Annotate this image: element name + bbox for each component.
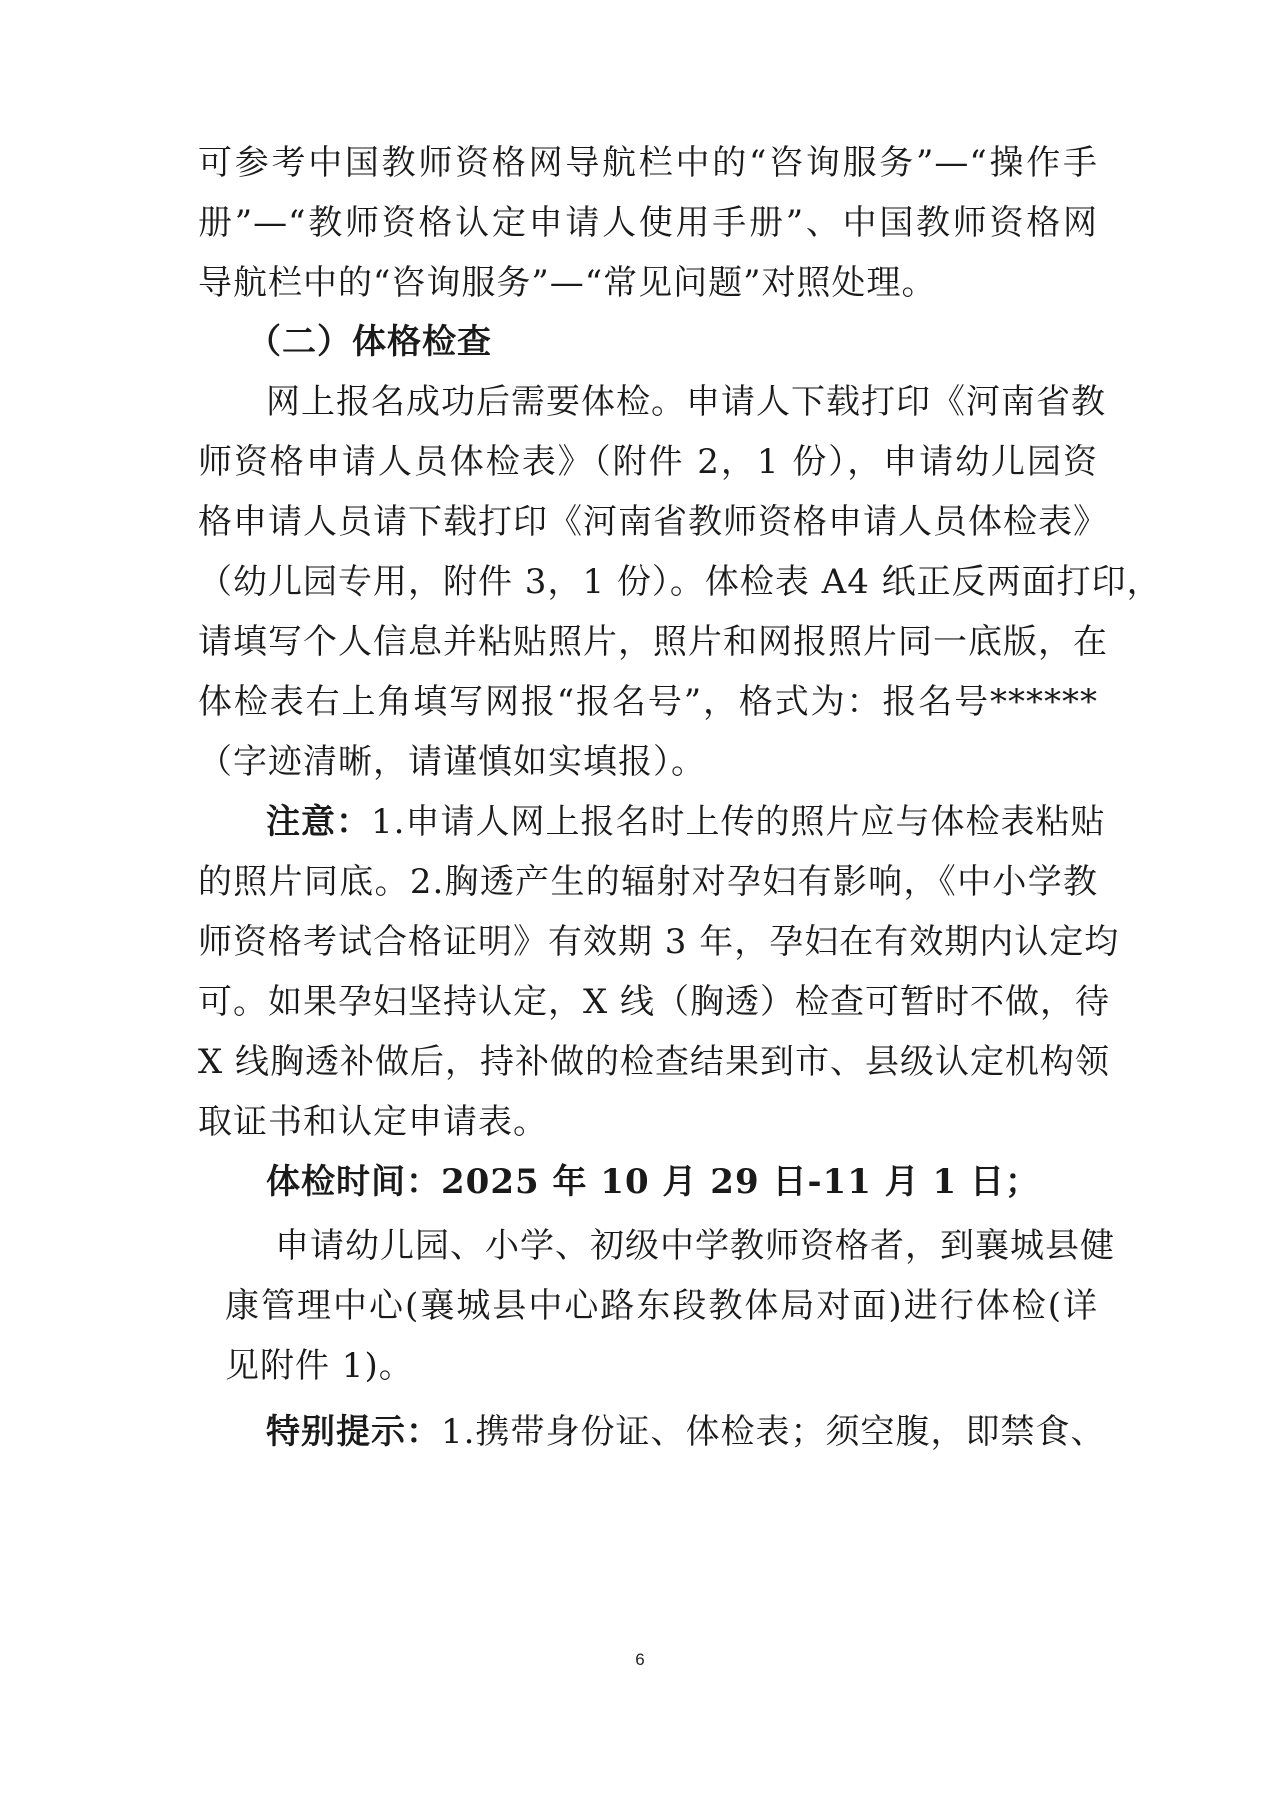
- special-tip: [266, 1412, 1106, 1452]
- paragraph-2-line-5: 请填写个人信息并粘贴照片，照片和网报照片同一底版，在: [198, 622, 1108, 662]
- notice-line-1: [266, 802, 1106, 842]
- notice-line-5: X 线胸透补做后，持补做的检查结果到市、县级认定机构领: [198, 1042, 1111, 1082]
- paragraph-2-line-1: 网上报名成功后需要体检。申请人下载打印《河南省教: [266, 382, 1106, 422]
- special-tip-label: 特别提示：: [266, 1412, 441, 1452]
- paragraph-3-line-3: 见附件 1)。: [225, 1346, 414, 1386]
- paragraph-1-line-2: 册”—“教师资格认定申请人使用手册”、中国教师资格网: [198, 203, 1098, 243]
- notice-line-3: 师资格考试合格证明》有效期 3 年，孕妇在有效期内认定均: [198, 922, 1120, 962]
- paragraph-2-line-7: （字迹清晰，请谨慎如实填报）。: [198, 742, 706, 782]
- exam-time: 体检时间：2025 年 10 月 29 日-11 月 1 日；: [266, 1162, 1041, 1202]
- paragraph-1-line-1: 可参考中国教师资格网导航栏中的“咨询服务”—“操作手: [198, 143, 1098, 183]
- paragraph-1-line-3: 导航栏中的“咨询服务”—“常见问题”对照处理。: [198, 263, 937, 303]
- paragraph-2-line-3: 格申请人员请下载打印《河南省教师资格申请人员体检表》: [198, 502, 1108, 542]
- notice-line-4: 可。如果孕妇坚持认定，X 线（胸透）检查可暂时不做，待: [198, 982, 1111, 1022]
- paragraph-2-line-6: 体检表右上角填写网报“报名号”，格式为：报名号******: [198, 682, 1098, 722]
- paragraph-3-line-1: 申请幼儿园、小学、初级中学教师资格者，到襄城县健: [275, 1226, 1115, 1266]
- page-number: 6: [635, 1650, 645, 1669]
- notice-line-1-text: 1.申请人网上报名时上传的照片应与体检表粘贴: [371, 802, 1106, 842]
- paragraph-2-line-4: （幼儿园专用，附件 3，1 份）。体检表 A4 纸正反两面打印，: [198, 562, 1162, 602]
- notice-line-6: 取证书和认定申请表。: [198, 1102, 548, 1142]
- paragraph-2-line-2: 师资格申请人员体检表》（附件 2，1 份），申请幼儿园资: [198, 442, 1098, 482]
- section-heading: （二）体格检查: [247, 322, 492, 362]
- paragraph-3-line-2: 康管理中心(襄城县中心路东段教体局对面)进行体检(详: [225, 1286, 1098, 1326]
- notice-label: 注意：: [266, 802, 371, 842]
- notice-line-2: 的照片同底。2.胸透产生的辐射对孕妇有影响，《中小学教: [198, 862, 1098, 902]
- special-tip-text: 1.携带身份证、体检表；须空腹，即禁食、: [441, 1412, 1106, 1452]
